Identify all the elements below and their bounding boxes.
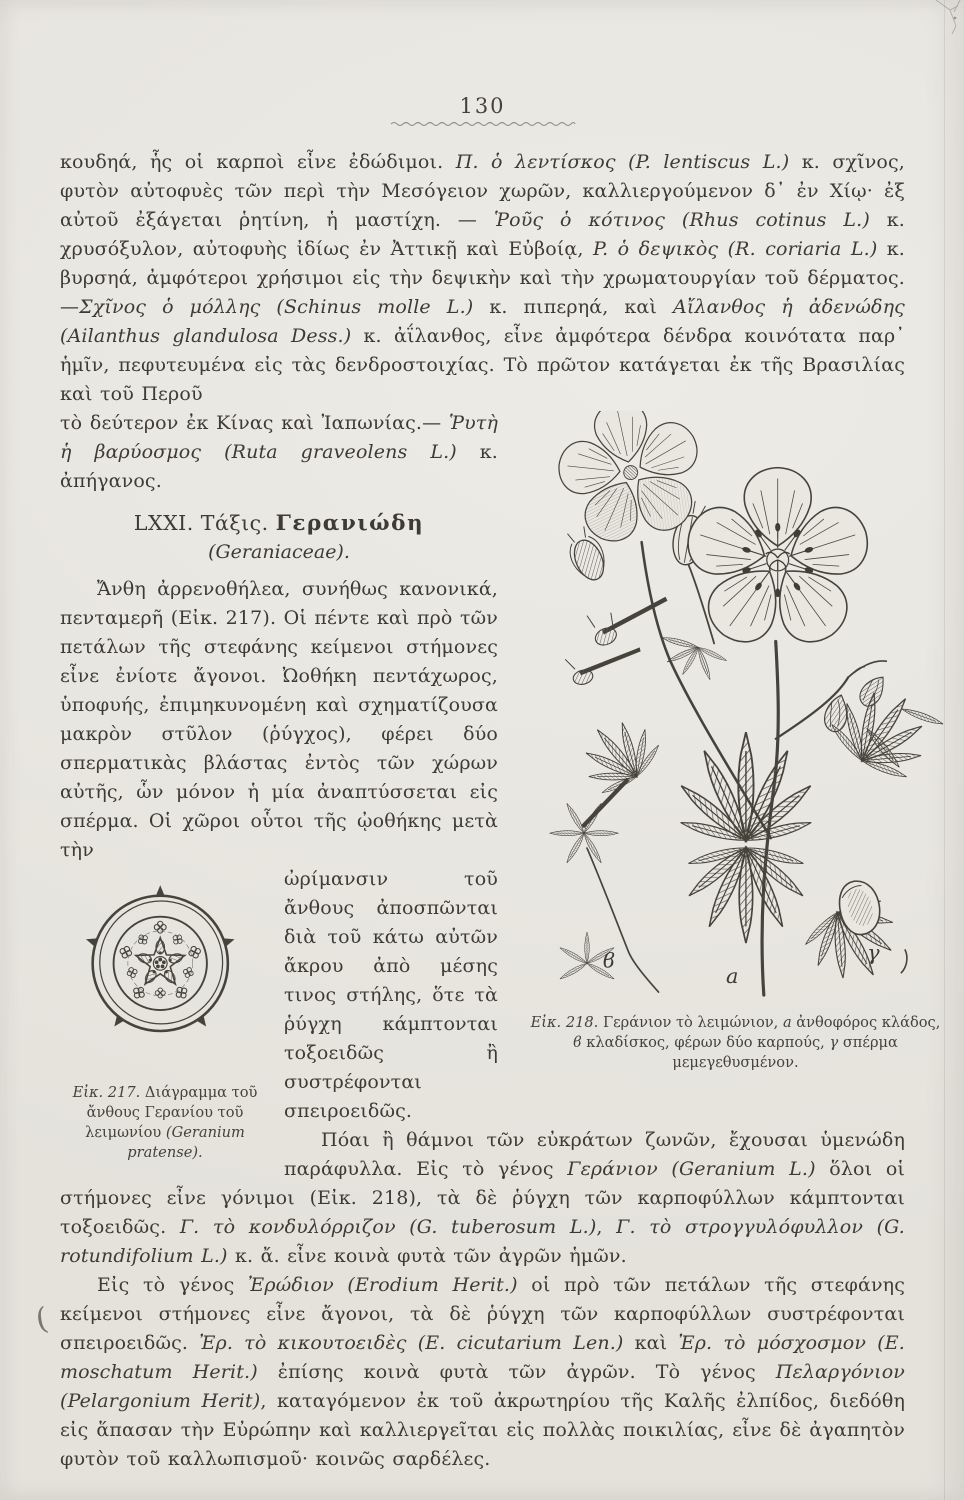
floral-diagram-illustration — [65, 873, 265, 1069]
section-subtitle: (Geraniaceae). — [208, 541, 350, 563]
geraniaceae-paragraph-part2: ὠρίμανσιν τοῦ ἄνθους ἀποσπῶνται διὰ τοῦ κάτω αὐτῶν ἄκρου ἀπὸ μέσης τινος στήλης, ὅτε τὰ ῥύγχη κάμπτονται τοξοειδῶς ἢ συστρέφονται σπειροειδῶς. — [284, 868, 498, 1122]
page-header — [60, 94, 905, 128]
figure-218 — [508, 411, 963, 1073]
geraniaceae-paragraph-part1: Ἄνθη ἀρρενοθήλεα, συνήθως κανονικά, πενταμερῆ (Εἰκ. 217). Οἱ πέντε καὶ πρὸ τῶν πετάλων τῆς στεφάνης κείμενοι στήμονες εἶνε ἐνίοτε ἄγονοι. Ὠοθήκη πεντάχωρος, ὑποφυής, ἐπιμηκυνομένη καὶ σχηματίζουσα μακρὸν στῦλον (ῥύγχος), φέρει δύο σπερματικὰς βλάστας ἐντὸς τῶν χώρων αὐτῆς, ὧν μόνον ἡ μία ἀναπτύσσεται εἰς σπέρμα. Οἱ χῶροι οὗτοι τῆς ᾠοθήκης μετὰ τὴν — [60, 578, 498, 861]
figure-label-a: a — [726, 964, 739, 989]
figure-217-caption: Εἰκ. 217. Διάγραμμα τοῦ ἄνθους Γερανίου τοῦ λειμωνίου (Geranium pratense). — [72, 1084, 258, 1161]
corner-scribble-mark — [916, 0, 964, 40]
erodium-pelargonium-paragraph: Εἰς τὸ γένος Ἐρώδιον (Erodium Herit.) οἱ πρὸ τῶν πετάλων τῆς στεφάνης κείμενοι στήμονες εἶνε ἄγονοι, τὰ δὲ ῥύγχη τῶν καρποφύλλων συστρέφονται σπειροειδῶς. Ἐρ. τὸ κικουτοειδὲς (E. cicutarium Len.) καὶ Ἐρ. τὸ μόσχοσμον (E. moschatum Herit.) ἐπίσης κοινὰ φυτὰ τῶν ἀγρῶν. Τὸ γένος Πελαργόνιον (Pelargonium Herit), καταγόμενον ἐκ τοῦ ἀκρωτηρίου τῆς Καλῆς ἐλπίδος, διεδόθη εἰς ἅπασαν τὴν Εὐρώπην καὶ καλλιεργεῖται εἰς πολλὰς ποικιλίας, εἶνε δὲ ἀγαπητὸν φυτὸν τοῦ καλλωπισμοῦ· κοινῶς σαρδέλες. — [60, 1274, 906, 1470]
text-block — [60, 94, 941, 1474]
squiggle-divider — [389, 119, 577, 128]
handwritten-margin-mark: ( — [33, 1301, 51, 1338]
section-number: LXXI. Τάξις. — [133, 511, 276, 535]
seed-tail-mark — [901, 949, 907, 973]
geranium-genus-paragraph: Πόαι ἢ θάμνοι τῶν εὐκράτων ζωνῶν, ἔχουσαι ὑμενώδη παράφυλλα. Εἰς τὸ γένος Γεράνιον (Geranium L.) ὅλοι οἱ στήμονες εἶνε γόνιμοι (Εἰκ. 218), τὰ δὲ ῥύγχη τῶν καρποφύλλων κάμπτονται τοξοειδῶς. Γ. τὸ κονδυλόρριζον (G. tuberosum L.), Γ. τὸ στρογγυλόφυλλον (G. rotundifolium L.) κ. ἄ. εἶνε κοινὰ φυτὰ τῶν ἀγρῶν ἡμῶν. — [60, 1129, 906, 1267]
geranium-plant-illustration — [508, 411, 963, 1007]
figure-217 — [60, 873, 270, 1163]
figure-label-beta: ϐ — [602, 948, 616, 973]
figure-218-caption: Εἰκ. 218. Γεράνιον τὸ λειμώνιον, a ἀνθοφόρος κλάδος, ϐ κλαδίσκος, φέρων δύο καρπούς, γ σπέρμα μεμεγεθυσμένον. — [530, 1014, 941, 1071]
section-title: Γερανιώδη — [275, 511, 425, 536]
figure-label-gamma: γ — [867, 940, 880, 965]
page-number: 130 — [459, 94, 506, 118]
intro-paragraph-part2: τὸ δεύτερον ἐκ Κίνας καὶ Ἰαπωνίας.— Ῥυτὴ ἡ βαρύοσμος (Ruta graveolens L.) κ. ἀπήγανος. — [60, 412, 498, 492]
intro-paragraph-part1: κουδηά, ἧς οἱ καρποὶ εἶνε ἐδώδιμοι. Π. ὁ λεντίσκος (P. lentiscus L.) κ. σχῖνος, φυτὸν αὐτοφυὲς τῶν περὶ τὴν Μεσόγειον χωρῶν, καλλιεργούμενον δ᾽ ἐν Χίῳ· ἐξ αὐτοῦ ἐξάγεται ῥητίνη, ἡ μαστίχη. — Ῥοῦς ὁ κότινος (Rhus cotinus L.) κ. χρυσόξυλον, αὐτοφυὴς ἰδίως ἐν Ἀττικῇ καὶ Εὐβοίᾳ, P. ὁ δεψικὸς (R. coriaria L.) κ. βυρσηά, ἀμφότεροι χρήσιμοι εἰς τὴν δεψικὴν καὶ τὴν χρωματουργίαν τοῦ δέρματος.—Σχῖνος ὁ μόλλης (Schinus molle L.) κ. πιπερηά, καὶ Αἴλανθος ἡ ἀδενώδης (Ailanthus glandulosa Dess.) κ. ἀΐλανθος, εἶνε ἀμφότερα δένδρα κοινότατα παρ᾽ ἡμῖν, πεφυτευμένα εἰς τὰς δενδροστοιχίας. Τὸ πρῶτον κατάγεται ἐκ τῆς Βρασιλίας καὶ τοῦ Περοῦ — [60, 151, 905, 405]
